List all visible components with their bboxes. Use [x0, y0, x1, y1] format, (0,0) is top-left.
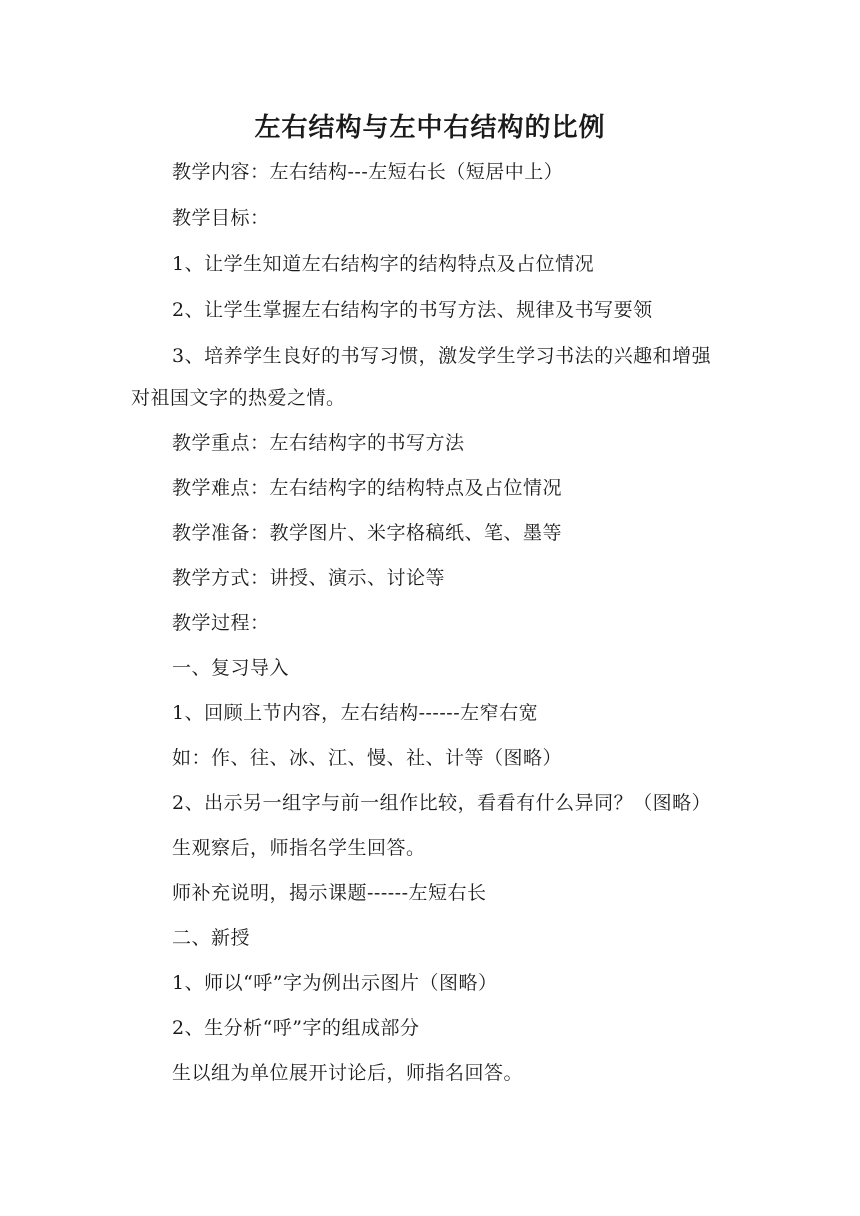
- topic-reveal-line: 师补充说明，揭示课题------左短右长: [172, 882, 487, 904]
- review-line: 1、回顾上节内容，左右结构------左窄右宽: [172, 702, 539, 724]
- section-1-heading: 一、复习导入: [172, 657, 290, 679]
- goal-3-line: 3、培养学生良好的书写习惯，激发学生学习书法的兴趣和增强: [172, 345, 712, 367]
- process-heading: 教学过程：: [172, 612, 270, 634]
- goal-3-continuation: 对祖国文字的热爱之情。: [131, 387, 346, 409]
- goal-2-line: 2、让学生掌握左右结构字的书写方法、规律及书写要领: [172, 299, 653, 321]
- examples-line: 如：作、往、冰、江、慢、社、计等（图略）: [172, 747, 563, 769]
- teaching-content-line: 教学内容：左右结构---左短右长（短居中上）: [172, 161, 564, 183]
- group-discussion-line: 生以组为单位展开讨论后，师指名回答。: [172, 1062, 524, 1084]
- document-title: 左右结构与左中右结构的比例: [254, 113, 606, 143]
- compare-line: 2、出示另一组字与前一组作比较，看看有什么异同？（图略）: [172, 792, 712, 814]
- observe-line: 生观察后，师指名学生回答。: [172, 837, 426, 859]
- method-line: 教学方式：讲授、演示、讨论等: [172, 567, 446, 589]
- difficulty-line: 教学难点：左右结构字的结构特点及占位情况: [172, 477, 563, 499]
- preparation-line: 教学准备：教学图片、米字格稿纸、笔、墨等: [172, 522, 563, 544]
- key-point-line: 教学重点：左右结构字的书写方法: [172, 432, 465, 454]
- section-2-heading: 二、新授: [172, 927, 251, 949]
- teaching-goals-heading: 教学目标：: [172, 207, 270, 229]
- hu-example-line: 1、师以“呼”字为例出示图片（图略）: [172, 972, 498, 994]
- hu-analysis-line: 2、生分析“呼”字的组成部分: [172, 1017, 420, 1039]
- goal-1-line: 1、让学生知道左右结构字的结构特点及占位情况: [172, 253, 595, 275]
